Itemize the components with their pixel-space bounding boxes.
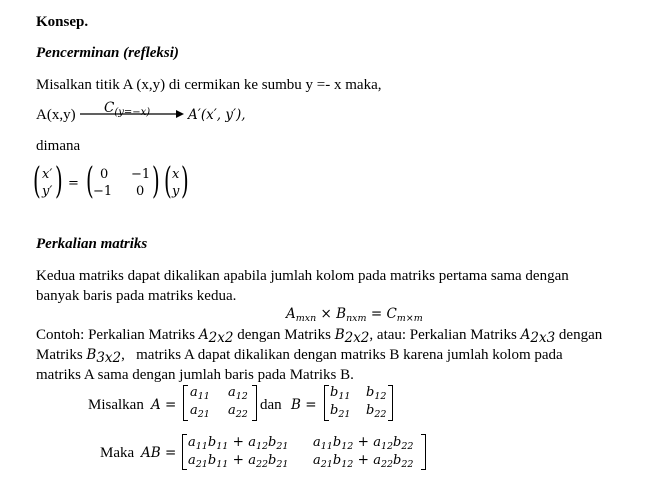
- matrix-ab-cell: $a_{11}b_{11} + a_{12}b_{21}$: [188, 434, 289, 452]
- example-line: Contoh: Perkalian Matriks $A_{2x2}$ dengan Matriks $B_{2x2}$, atau: Perkalian Matriks $A_{2x3}$ dengan: [36, 327, 603, 346]
- paragraph-line: banyak baris pada matriks kedua.: [36, 288, 237, 304]
- bracket-right: [421, 434, 426, 470]
- bracket-left: [324, 385, 329, 421]
- maka-label: Maka: [100, 445, 135, 461]
- heading: Konsep.: [36, 14, 89, 30]
- matrix-cell: 0: [100, 167, 109, 182]
- matrix-ab-cell: $a_{21}b_{12} + a_{22}b_{22}$: [313, 452, 414, 470]
- lhs-y-prime: y′: [42, 184, 53, 199]
- matrix-b-label: B =: [291, 397, 317, 413]
- bracket-right: [252, 385, 257, 421]
- matrix-a-cell: $a_{11}$: [190, 385, 210, 402]
- vector-y: y: [172, 184, 180, 199]
- section-title-matrix-multiplication: Perkalian matriks: [36, 236, 148, 252]
- bracket-right: [388, 385, 393, 421]
- matrix-cell: −1: [93, 184, 113, 199]
- misalkan-label: Misalkan: [88, 397, 144, 413]
- equals-sign: =: [68, 176, 79, 191]
- dan-label: dan: [260, 397, 282, 413]
- paragraph-line: Kedua matriks dapat dikalikan apabila jumlah kolom pada matriks pertama sama dengan: [36, 268, 569, 284]
- dimension-formula: $A_{mxn} \times B_{nxm} = C_{m\times m}$: [286, 306, 423, 324]
- matrix-a-cell: $a_{12}$: [228, 385, 248, 402]
- matrix-cell: 0: [136, 184, 145, 199]
- matrix-b-cell: $b_{21}$: [330, 403, 351, 420]
- arrow-label: $C_{(y=-x)}$: [104, 100, 151, 118]
- dimana-label: dimana: [36, 138, 81, 154]
- matrix-a-cell: $a_{22}$: [228, 403, 248, 420]
- example-line: Matriks $B_{3x2}$, matriks A dapat dikalikan dengan matriks B karena jumlah kolom pada: [36, 347, 563, 366]
- image-point: A′(x′, y′),: [188, 107, 246, 123]
- example-line: matriks A sama dengan jumlah baris pada Matriks B.: [36, 367, 354, 383]
- reflection-intro: Misalkan titik A (x,y) di cermikan ke sumbu y =- x maka,: [36, 77, 382, 93]
- matrix-cell: −1: [131, 167, 151, 182]
- matrix-b-cell: $b_{22}$: [366, 403, 387, 420]
- lhs-x-prime: x′: [42, 167, 53, 182]
- matrix-ab-label: AB =: [141, 445, 177, 461]
- bracket-left: [183, 385, 188, 421]
- matrix-ab-cell: $a_{21}b_{11} + a_{22}b_{21}$: [188, 452, 289, 470]
- mapping-arrow-icon: [80, 108, 184, 120]
- vector-x: x: [172, 167, 180, 182]
- matrix-a-label: A =: [151, 397, 177, 413]
- matrix-b-cell: $b_{12}$: [366, 385, 387, 402]
- matrix-a-cell: $a_{21}$: [190, 403, 210, 420]
- section-title-reflection: Pencerminan (refleksi): [36, 45, 179, 61]
- bracket-left: [182, 434, 187, 470]
- point-a: A(x,y): [36, 107, 76, 123]
- matrix-b-cell: $b_{11}$: [330, 385, 351, 402]
- matrix-ab-cell: $a_{11}b_{12} + a_{12}b_{22}$: [313, 434, 414, 452]
